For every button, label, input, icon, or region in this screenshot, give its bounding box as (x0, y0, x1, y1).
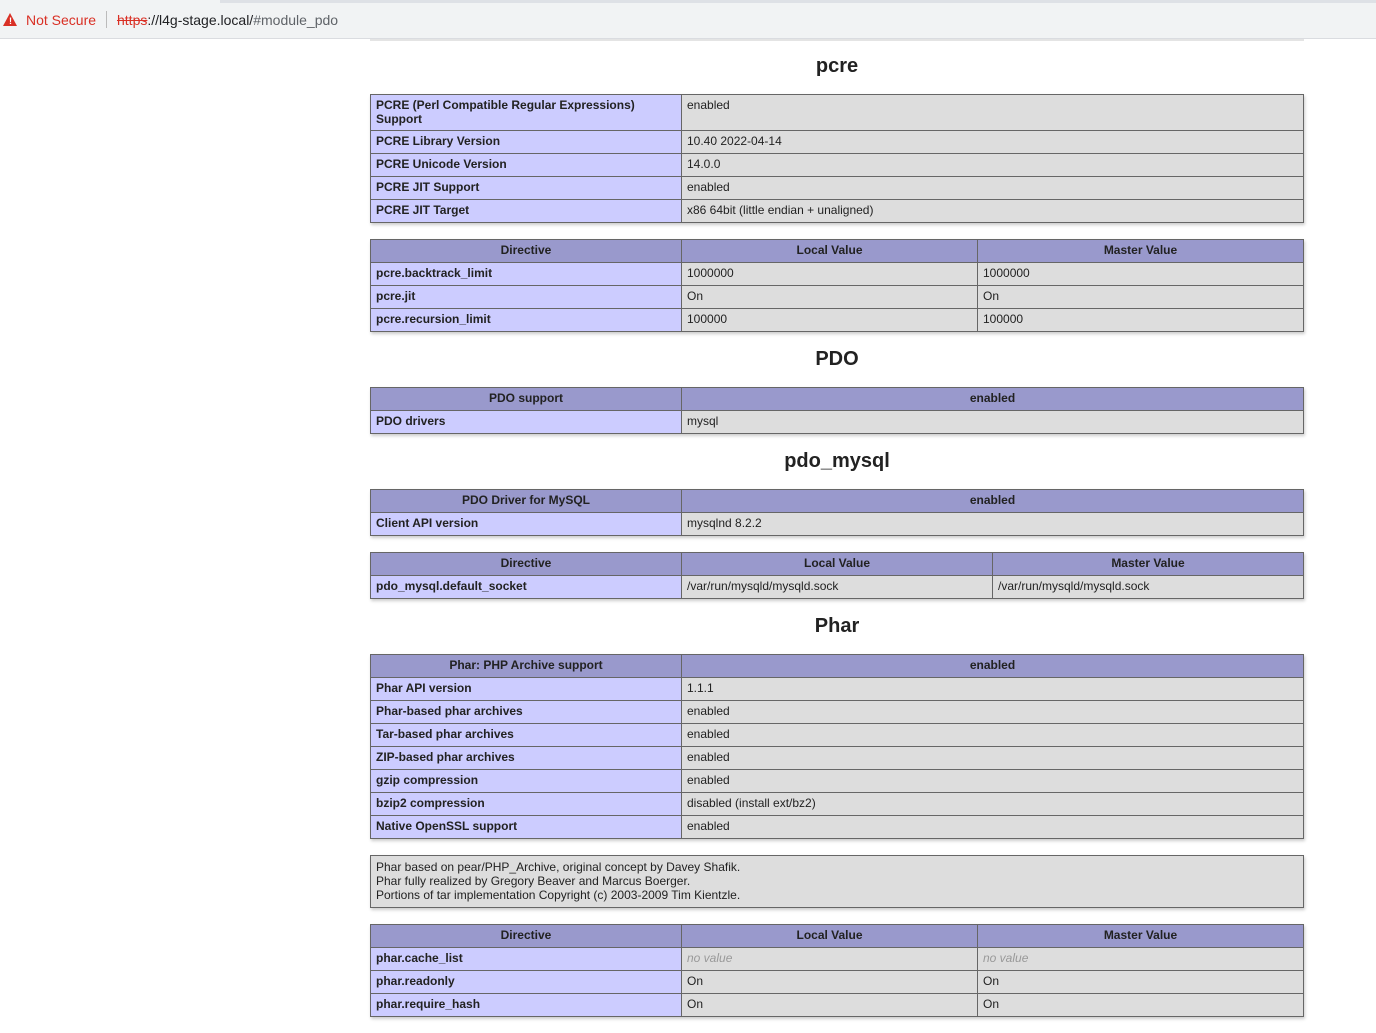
row-value: enabled (682, 724, 1304, 747)
url-host: ://l4g-stage.local/ (147, 12, 254, 28)
note-cell (371, 856, 1304, 908)
row-value: enabled (682, 177, 1304, 200)
table-row (371, 263, 1304, 286)
column-header: Directive (371, 240, 682, 263)
table-row (371, 286, 1304, 309)
row-label: Phar API version (371, 678, 682, 701)
row-label: Tar-based phar archives (371, 724, 682, 747)
credits-note (370, 855, 1304, 908)
table-row (371, 971, 1304, 994)
column-header: Local Value (682, 553, 993, 576)
column-header: Master Value (978, 240, 1304, 263)
table-row (371, 576, 1304, 599)
note-line: Phar fully realized by Gregory Beaver and Marcus Boerger. (376, 874, 691, 888)
table-header (371, 388, 1304, 411)
column-header: Local Value (682, 240, 978, 263)
table-header (371, 925, 1304, 948)
row-value: 100000 (682, 309, 978, 332)
row-value (682, 948, 978, 971)
table-row (371, 994, 1304, 1017)
warning-icon[interactable]: ! (3, 13, 17, 26)
row-value: 100000 (978, 309, 1304, 332)
row-label: pdo_mysql.default_socket (371, 576, 682, 599)
row-value: 1000000 (978, 263, 1304, 286)
column-header: enabled (682, 655, 1304, 678)
info-table (370, 239, 1304, 332)
column-header: enabled (682, 490, 1304, 513)
module-section-pdo_mysql (370, 450, 1304, 599)
table-header (371, 240, 1304, 263)
column-header: enabled (682, 388, 1304, 411)
info-table (370, 489, 1304, 536)
module-title: PDO (815, 348, 859, 370)
column-header: PDO Driver for MySQL (371, 490, 682, 513)
not-secure-label[interactable]: Not Secure (26, 12, 97, 28)
phpinfo-content (370, 41, 1304, 1033)
row-label: phar.require_hash (371, 994, 682, 1017)
table-row (371, 948, 1304, 971)
row-value: /var/run/mysqld/mysqld.sock (993, 576, 1304, 599)
url-fragment: #module_pdo (253, 12, 339, 28)
note-line: Portions of tar implementation Copyright (c) 2003-2009 Tim Kientzle. (376, 888, 741, 902)
row-label: ZIP-based phar archives (371, 747, 682, 770)
row-value: On (978, 286, 1304, 309)
table-row (371, 154, 1304, 177)
table-row (371, 793, 1304, 816)
module-title: pcre (815, 55, 859, 77)
address-bar[interactable] (0, 0, 1376, 39)
table-row (371, 747, 1304, 770)
module-title: pdo_mysql (784, 450, 890, 472)
info-table (370, 94, 1304, 223)
column-header: PDO support (371, 388, 682, 411)
divider (106, 11, 107, 28)
row-label: PCRE Library Version (371, 131, 682, 154)
row-value: On (682, 994, 978, 1017)
table-row (371, 177, 1304, 200)
row-label: gzip compression (371, 770, 682, 793)
row-label: Client API version (371, 513, 682, 536)
row-value: enabled (682, 816, 1304, 839)
row-value: enabled (682, 701, 1304, 724)
row-value: 14.0.0 (682, 154, 1304, 177)
note-line: Phar based on pear/PHP_Archive, original concept by Davey Shafik. (376, 860, 741, 874)
column-header: Directive (371, 925, 682, 948)
row-label: phar.readonly (371, 971, 682, 994)
row-value: x86 64bit (little endian + unaligned) (682, 200, 1304, 223)
info-table (370, 924, 1304, 1017)
row-value (978, 948, 1304, 971)
row-label: pcre.backtrack_limit (371, 263, 682, 286)
row-label: phar.cache_list (371, 948, 682, 971)
table-row (371, 678, 1304, 701)
row-label: pcre.recursion_limit (371, 309, 682, 332)
row-value: On (682, 286, 978, 309)
no-value: no value (687, 951, 733, 965)
note-row (371, 856, 1304, 908)
row-value: disabled (install ext/bz2) (682, 793, 1304, 816)
row-label: pcre.jit (371, 286, 682, 309)
row-value: mysql (682, 411, 1304, 434)
row-value: enabled (682, 95, 1304, 131)
table-row (371, 131, 1304, 154)
row-value: enabled (682, 747, 1304, 770)
table-header (371, 553, 1304, 576)
column-header: Directive (371, 553, 682, 576)
row-value: mysqlnd 8.2.2 (682, 513, 1304, 536)
table-row (371, 513, 1304, 536)
column-header: Master Value (978, 925, 1304, 948)
url-scheme: https (117, 12, 148, 28)
module-section-phar (370, 615, 1304, 1017)
info-table (370, 387, 1304, 434)
module-title: Phar (814, 615, 860, 637)
column-header: Master Value (993, 553, 1304, 576)
row-value: 1000000 (682, 263, 978, 286)
row-label: Native OpenSSL support (371, 816, 682, 839)
row-label: Phar-based phar archives (371, 701, 682, 724)
table-row (371, 701, 1304, 724)
row-label: PCRE JIT Support (371, 177, 682, 200)
row-value: /var/run/mysqld/mysqld.sock (682, 576, 993, 599)
row-label: PCRE (Perl Compatible Regular Expressions) Support (371, 95, 682, 131)
table-row (371, 816, 1304, 839)
table-row (371, 95, 1304, 131)
module-section-pdo (370, 348, 1304, 434)
row-value: On (978, 994, 1304, 1017)
row-label: bzip2 compression (371, 793, 682, 816)
row-label: PCRE Unicode Version (371, 154, 682, 177)
row-label: PCRE JIT Target (371, 200, 682, 223)
module-section-pcre (370, 55, 1304, 332)
url-text[interactable] (117, 12, 338, 28)
table-header (371, 490, 1304, 513)
row-value: enabled (682, 770, 1304, 793)
row-value: 10.40 2022-04-14 (682, 131, 1304, 154)
column-header: Phar: PHP Archive support (371, 655, 682, 678)
table-row (371, 770, 1304, 793)
info-table (370, 552, 1304, 599)
column-header: Local Value (682, 925, 978, 948)
row-value: On (682, 971, 978, 994)
tab-strip-edge (220, 0, 1376, 3)
table-row (371, 309, 1304, 332)
row-label: PDO drivers (371, 411, 682, 434)
row-value: 1.1.1 (682, 678, 1304, 701)
info-table (370, 654, 1304, 839)
table-row (371, 411, 1304, 434)
no-value: no value (983, 951, 1029, 965)
table-row (371, 724, 1304, 747)
table-header (371, 655, 1304, 678)
row-value: On (978, 971, 1304, 994)
table-row (371, 200, 1304, 223)
